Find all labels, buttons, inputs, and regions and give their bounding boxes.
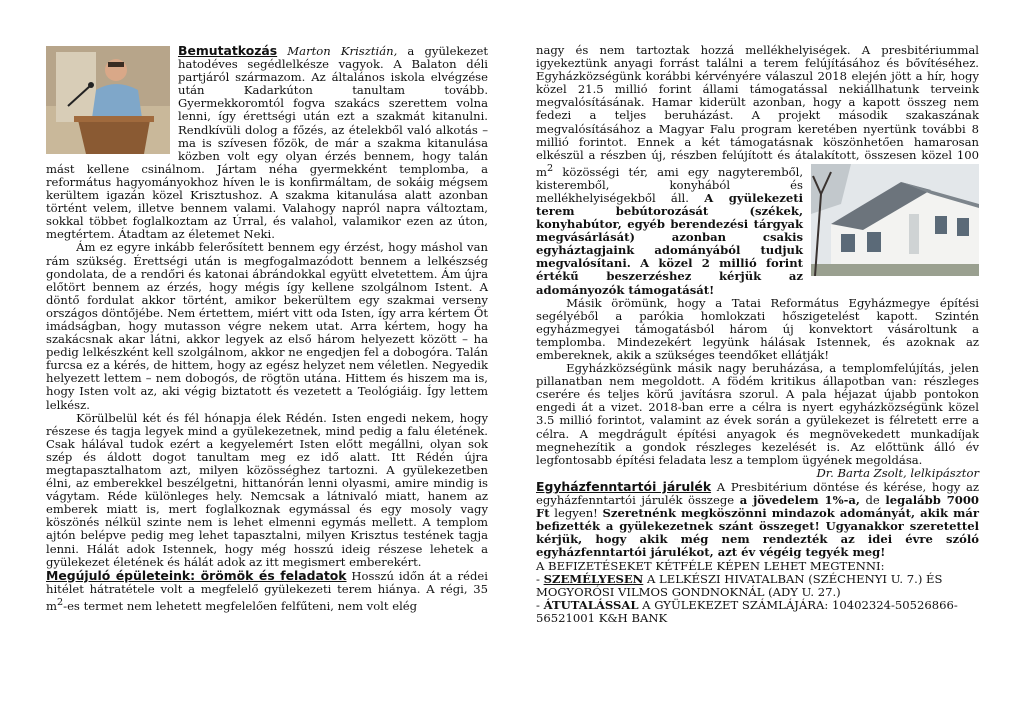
church-renovation-paragraph — [536, 362, 979, 480]
furnishing-appeal: A gyülekezeti terem bebútorozását (székek, konyhabútor, egyéb berendezési tárgyak megvásárlását) azonban csakis egyháztagjaink adományából tudjuk megvalósítani. A közel 2 millió forint értékű beszerzéshez kérjük az adományozók támogatását! — [536, 190, 803, 297]
fee-text-2: de — [859, 493, 886, 508]
payment-option-personal — [536, 573, 979, 599]
fee-minimum: legalább 7000 Ft — [536, 493, 979, 521]
personal-label: SZEMÉLYESEN — [543, 571, 644, 586]
building-photo — [811, 164, 979, 276]
fee-percent: a jövedelem 1%-a, — [739, 493, 860, 508]
intro-author: Marton Krisztián, — [287, 44, 398, 58]
fee-text-1: A Presbitérium döntése és kérése, hogy az egyházfenntartói járulék összege — [536, 479, 979, 508]
intro-text-1: a gyülekezet hatodéves segédlelkésze vagyok. A Balaton déli partjáról származom. Az általános iskola elvégzése után Kadarkúton tanultam tovább. Gyermekkoromtól fogva szakács szerettem volna lenni, így érettségi után ezt a szakmát kitanulni. Rendkívüli dolog a főzés, az ételekből való alkotás – ma is szívesen főzök, de már a szakma kitanulása közben volt egy olyan érzés bennem, hogy talán mást kellene csinálnom. Jártam néha gyermekként templomba, a református hagyományokhoz híven le is konfirmáltam, de sokáig mégsem kerültem igazán közel Krisztushoz. A szakma kitanulása alatt azonban történt velem, illetve bennem valami. Valahogy napról napra változtam, sokkal többet foglalkoztam az Úrral, és valahol, valamikor ezen az úton, megtértem. Átadtam az életemet Neki. — [46, 44, 488, 242]
renovation-text-3: közösségi tér, ami egy nagyteremből, kisteremből, konyhából és mellékhelyiségekből áll. — [536, 164, 804, 205]
superscript-2b: 2 — [547, 162, 554, 174]
renovation-text-1: Hosszú időn át a rédei hitélet hátratétele volt a megfelelő gyülekezeti terem hiánya. A régi, 35 m — [46, 568, 488, 613]
transfer-label: ÁTUTALÁSSAL — [543, 597, 639, 612]
transfer-text: A GYÜLEKEZET SZÁMLÁJÁRA: 10402324-50526866-56521001 K&H BANK — [536, 597, 958, 625]
fee-heading: Egyházfenntartói járulék — [536, 478, 712, 494]
right-column — [536, 44, 979, 625]
intro-paragraph-3: Körülbelül két és fél hónapja élek Rédén. Isten engedi nekem, hogy részese és tagja legyek mind a gyülekezetnek, mind pedig a falu életének. Csak hálával tudok ezért a kegyelemért Isten előtt megállni, olyan sok szép és áldott dogot tanultam meg ez idő alatt. Itt Rédén újra megtapasztalhatom azt, milyen közösséghez tartozni. A gyülekezetben élni, az emberekkel beszélgetni, hittanórán lenni olyasmi, amire mindig is vágytam. Réde különleges hely. Nemcsak a látnivaló miatt, hanem az emberek miatt is, mert foglalkoznak egymással és egy mosoly vagy köszönés nélkül szinte nem is lehet elmenni egymás mellett. A templom ajtón belépve pedig meg lehet tapasztalni, milyen Krisztus testének tagja lenni. Hálát adok Istennek, hogy még hosszú ideig részese lehetek a gyülekezet életének és hálát adok az itt megismert emberekért. — [46, 410, 488, 569]
dash: - — [536, 597, 544, 612]
payment-intro: A BEFIZETÉSEKET KÉTFÉLE KÉPEN LEHET MEGTENNI: — [536, 558, 885, 573]
signature: Dr. Barta Zsolt, lelkipásztor — [816, 465, 979, 480]
parish-news-paragraph: Másik örömünk, hogy a Tatai Református Egyházmegye építési segélyéből a parókia homlokzati hőszigetelést kapott. Szintén egyházmegyei támogatásból három új konvektort vásároltunk a templomba. Mindezekért legyünk hálásak Istennek, és azoknak az embereknek, akik a szükséges teendőket ellátják! — [536, 295, 979, 363]
church-renovation-text: Egyházközségünk másik nagy beruházása, a templomfelújítás, jelen pillanatban nem megoldott. A födém kritikus állapotban van: részleges cserére és teljes körű javításra szorul. A pala héjazat újabb pontokon engedi át a vizet. 2018-ban erre a célra is nyert egyházközségünk közel 3.5 millió forintot, valamint az évek során a gyülekezet is félretett erre a célra. A megdrágult építési anyagok és megnövekedett munkadíjak megnehezítik a gondok részleges kezelését is. Az előttünk álló év legfontosabb építési feladata lesz a templom ügyének megoldása. — [536, 361, 979, 467]
payment-option-transfer — [536, 599, 979, 625]
left-column — [46, 44, 488, 613]
renovation-continued — [536, 44, 979, 297]
personal-text: A LELKÉSZI HIVATALBAN (SZÉCHENYI U. 7.) ÉS MOGYORÓSI VILMOS GONDNOKNÁL (ADY U. 27.) — [536, 571, 943, 599]
intro-heading: Bemutatkozás — [178, 43, 278, 58]
dash: - — [536, 571, 544, 586]
superscript-2: 2 — [57, 596, 64, 608]
intro-paragraph-2: Ám ez egyre inkább felerősített bennem egy érzést, hogy máshol van rám szükség. Érettségi után is megfogalmazódott bennem a lelkészség gondolata, de a rendőri és katonai ábrándokkal együtt elvetettem. Ám újra előtört bennem az érzés, hogy mégis így kellene szolgálnom Istent. A döntő fordulat akkor történt, amikor bekerültem egy szakmai verseny országos döntőjébe. Nem értettem, miért vitt oda Isten, így arra kértem Őt imádságban, hogy mutasson végre nekem utat. Arra kértem, hogy ha szakácsnak akar látni, akkor legyek az első három helyezett között – ha pedig lelkészként kell szolgálnom, akkor ne engedjen fel a dobogóra. Talán furcsa ez a kérés, de hittem, hogy az egész helyzet nem véletlen. Negyedik helyezett lettem – nem dobogós, de rögtön utána. Hittem és hiszem ma is, hogy Isten volt az, aki végig biztatott és vezetett a Teológiáig. Így lettem lelkész. — [46, 240, 488, 412]
renovation-paragraph — [46, 569, 488, 613]
fee-thanks: Szeretnénk megköszönni mindazok adományát, akik már befizették a gyülekezetnek szánt összeget! Ugyanakkor szeretettel kérjük, hogy akik még nem rendezték az idei évre szóló egyházfenntartói járulékot, azt év végéig tegyék meg! — [536, 506, 979, 560]
fee-paragraph — [536, 480, 979, 560]
renovation-text-1b: -es termet nem lehetett megfelelően felfűteni, nem volt elég — [63, 598, 418, 613]
renovation-text-2: nagy és nem tartoztak hozzá mellékhelyiségek. A presbitériummal igyekeztünk anyagi forrást találni a terem felújításához és bővítéséhez. Egyházközségünk korábbi kérvényére válaszul 2018 elején jött a hír, hogy közel 21.5 millió forint állami támogatással nekiállhatunk terveink megvalósításának. Hamar kiderült azonban, hogy a kapott összeg nem fedezi a teljes beruházást. A projekt második szakaszának megvalósításához a Magyar Falu program keretében nyertünk további 8 millió forintot. Ennek a két támogatásnak köszönhetően hamarosan elkészül a részben új, részben felújított és átalakított, összesen közel 100 m — [536, 43, 979, 179]
intro-paragraph — [46, 44, 488, 241]
speaker-photo — [46, 46, 170, 154]
fee-text-3: legyen! — [549, 506, 603, 521]
renovation-heading: Megújuló épületeink: örömök és feladatok — [46, 567, 347, 583]
